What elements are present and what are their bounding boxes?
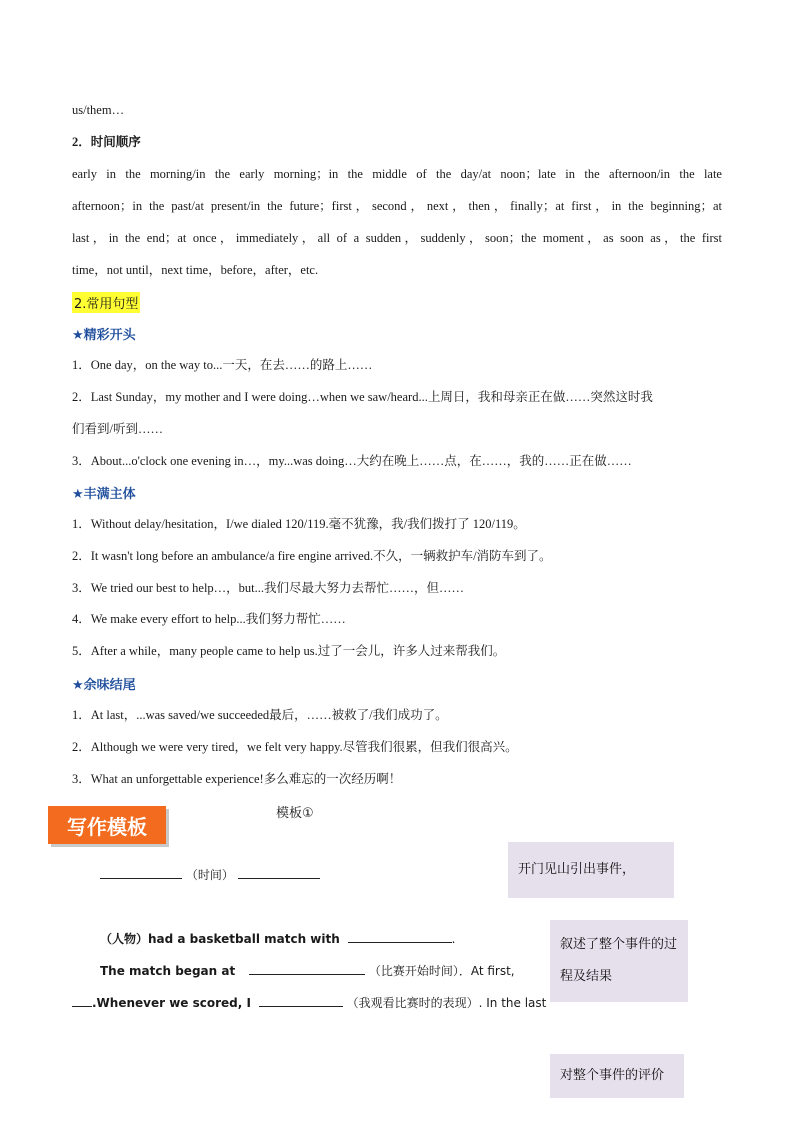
blank-field[interactable] — [238, 867, 320, 879]
note-box-process: 叙述了整个事件的过程及结果 — [550, 920, 688, 1002]
note-box-evaluation: 对整个事件的评价 — [550, 1054, 684, 1098]
sentence-patterns-title: 2.常用句型 — [72, 292, 140, 313]
time-order-line: afternoon；in the past/at present/in the future；first，second，next，then，finally；at first，in the beginning；at — [72, 199, 722, 213]
blank-field[interactable] — [72, 995, 92, 1007]
body-item: 4．We make every effort to help...我们努力帮忙…… — [72, 612, 346, 626]
intro-tail-text: us/them… — [72, 103, 125, 117]
template-scored-text: .Whenever we scored, I — [92, 996, 251, 1010]
opening-item: 2．Last Sunday，my mother and I were doing…when we saw/heard...上周日，我和母亲正在做……突然这时我 — [72, 390, 653, 404]
ending-heading: ★余味结尾 — [72, 678, 136, 693]
time-order-line: last，in the end；at once，immediately，all of a sudden，suddenly，soon；the moment，as soon as，the first — [72, 231, 722, 245]
template-scored-hint: （我观看比赛时的表现）. In the last — [346, 996, 547, 1010]
blank-field[interactable] — [348, 931, 452, 943]
note-box-opening: 开门见山引出事件， — [508, 842, 674, 898]
body-item: 2．It wasn't long before an ambulance/a fire engine arrived.不久，一辆救护车/消防车到了。 — [72, 549, 552, 563]
blank-field[interactable] — [100, 867, 182, 879]
ending-item: 3．What an unforgettable experience!多么难忘的一次经历啊！ — [72, 772, 402, 786]
blank-field[interactable] — [249, 963, 365, 975]
opening-item: 3．About...o'clock one evening in…，my...was doing…大约在晚上……点，在……，我的……正在做…… — [72, 454, 632, 468]
writing-template-banner: 写作模板 — [48, 806, 166, 844]
body-heading: ★丰满主体 — [72, 487, 136, 502]
time-order-heading: 2．时间顺序 — [72, 135, 141, 149]
template-line-start — [100, 962, 515, 979]
template-time-label: （时间） — [185, 868, 234, 882]
body-item: 5．After a while，many people came to help us.过了一会儿，许多人过来帮我们。 — [72, 644, 506, 658]
ending-item: 2．Although we were very tired，we felt very happy.尽管我们很累，但我们很高兴。 — [72, 740, 518, 754]
opening-item: 们看到/听到…… — [72, 422, 163, 436]
template-start-text: The match began at — [100, 964, 236, 978]
template-line-time — [100, 866, 320, 883]
body-item: 3．We tried our best to help…，but...我们尽最大努力去帮忙……，但…… — [72, 581, 465, 595]
template-start-hint: （比赛开始时间）．At first, — [368, 964, 515, 978]
template-caption: 模板① — [276, 806, 314, 821]
time-order-line: early in the morning/in the early morning；in the middle of the day/at noon；late in the afternoon/in the late — [72, 167, 722, 181]
opening-heading: ★精彩开头 — [72, 328, 136, 343]
ending-item: 1．At last，...was saved/we succeeded最后，……被救了/我们成功了。 — [72, 708, 448, 722]
template-people-text: （人物）had a basketball match with — [100, 932, 340, 946]
blank-field[interactable] — [259, 995, 343, 1007]
template-line-scored — [72, 994, 546, 1011]
template-line-people: （人物）had a basketball match with . — [100, 932, 456, 946]
body-item: 1．Without delay/hesitation，I/we dialed 120/119.毫不犹豫，我/我们拨打了 120/119。 — [72, 517, 526, 531]
time-order-line: time，not until，next time，before，after，etc. — [72, 263, 319, 277]
opening-item: 1．One day，on the way to...一天，在去……的路上…… — [72, 358, 373, 372]
